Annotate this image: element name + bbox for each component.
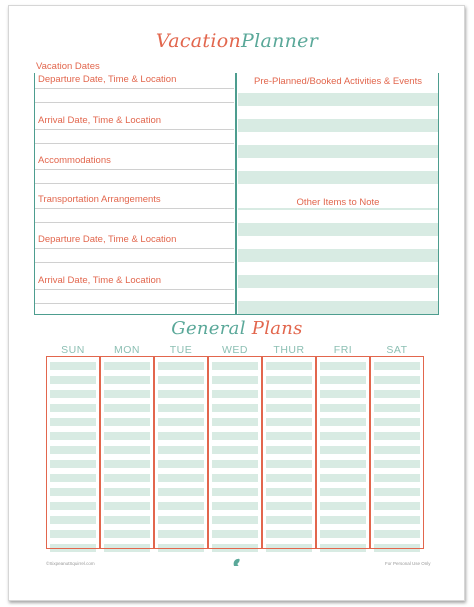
title-plans: Plans <box>251 318 303 339</box>
field-label: Departure Date, Time & Location <box>38 74 177 85</box>
writing-line <box>35 222 234 223</box>
section-divider <box>235 73 237 315</box>
squirrel-icon <box>232 557 242 567</box>
day-header: SUN <box>61 344 85 356</box>
writing-line <box>35 208 234 209</box>
day-header: WED <box>222 344 248 356</box>
page-title <box>0 30 474 52</box>
writing-line <box>35 262 234 263</box>
writing-line <box>35 143 234 144</box>
title-vacation: Vacation <box>155 30 241 52</box>
stripe-line <box>238 145 438 158</box>
writing-line <box>35 169 234 170</box>
stripe-line <box>238 249 438 262</box>
writing-line <box>35 102 234 103</box>
writing-line <box>35 248 234 249</box>
title-planner: Planner <box>240 30 319 52</box>
writing-line <box>35 289 234 290</box>
stripe-line <box>238 119 438 132</box>
stripe-line <box>238 275 438 288</box>
field-label: Arrival Date, Time & Location <box>38 275 162 286</box>
day-header: MON <box>114 344 140 356</box>
notes-label: Other Items to Note <box>238 197 438 208</box>
day-header: TUE <box>169 344 193 356</box>
day-header: SAT <box>386 344 408 356</box>
field-label: Departure Date, Time & Location <box>38 234 177 245</box>
calendar-border <box>46 356 424 549</box>
field-label: Transportation Arrangements <box>38 194 161 205</box>
vacation-dates-heading: Vacation Dates <box>36 61 100 72</box>
copyright-text: ©SixpeanutSquirrel.com <box>46 561 95 566</box>
usage-note: For Personal Use Only <box>385 561 431 566</box>
stripe-line <box>238 93 438 106</box>
field-label: Accommodations <box>38 155 111 166</box>
writing-line <box>35 303 234 304</box>
title-general: General <box>171 318 252 339</box>
stripe-line <box>238 171 438 184</box>
writing-line <box>35 183 234 184</box>
day-header: FRI <box>333 344 353 356</box>
day-header: THUR <box>273 344 305 356</box>
activities-label: Pre-Planned/Booked Activities & Events <box>254 76 422 87</box>
writing-line <box>35 129 234 130</box>
stripe-line <box>238 223 438 236</box>
field-label: Arrival Date, Time & Location <box>38 115 162 126</box>
writing-line <box>35 88 234 89</box>
stripe-line <box>238 301 438 314</box>
general-plans-title <box>0 318 474 339</box>
